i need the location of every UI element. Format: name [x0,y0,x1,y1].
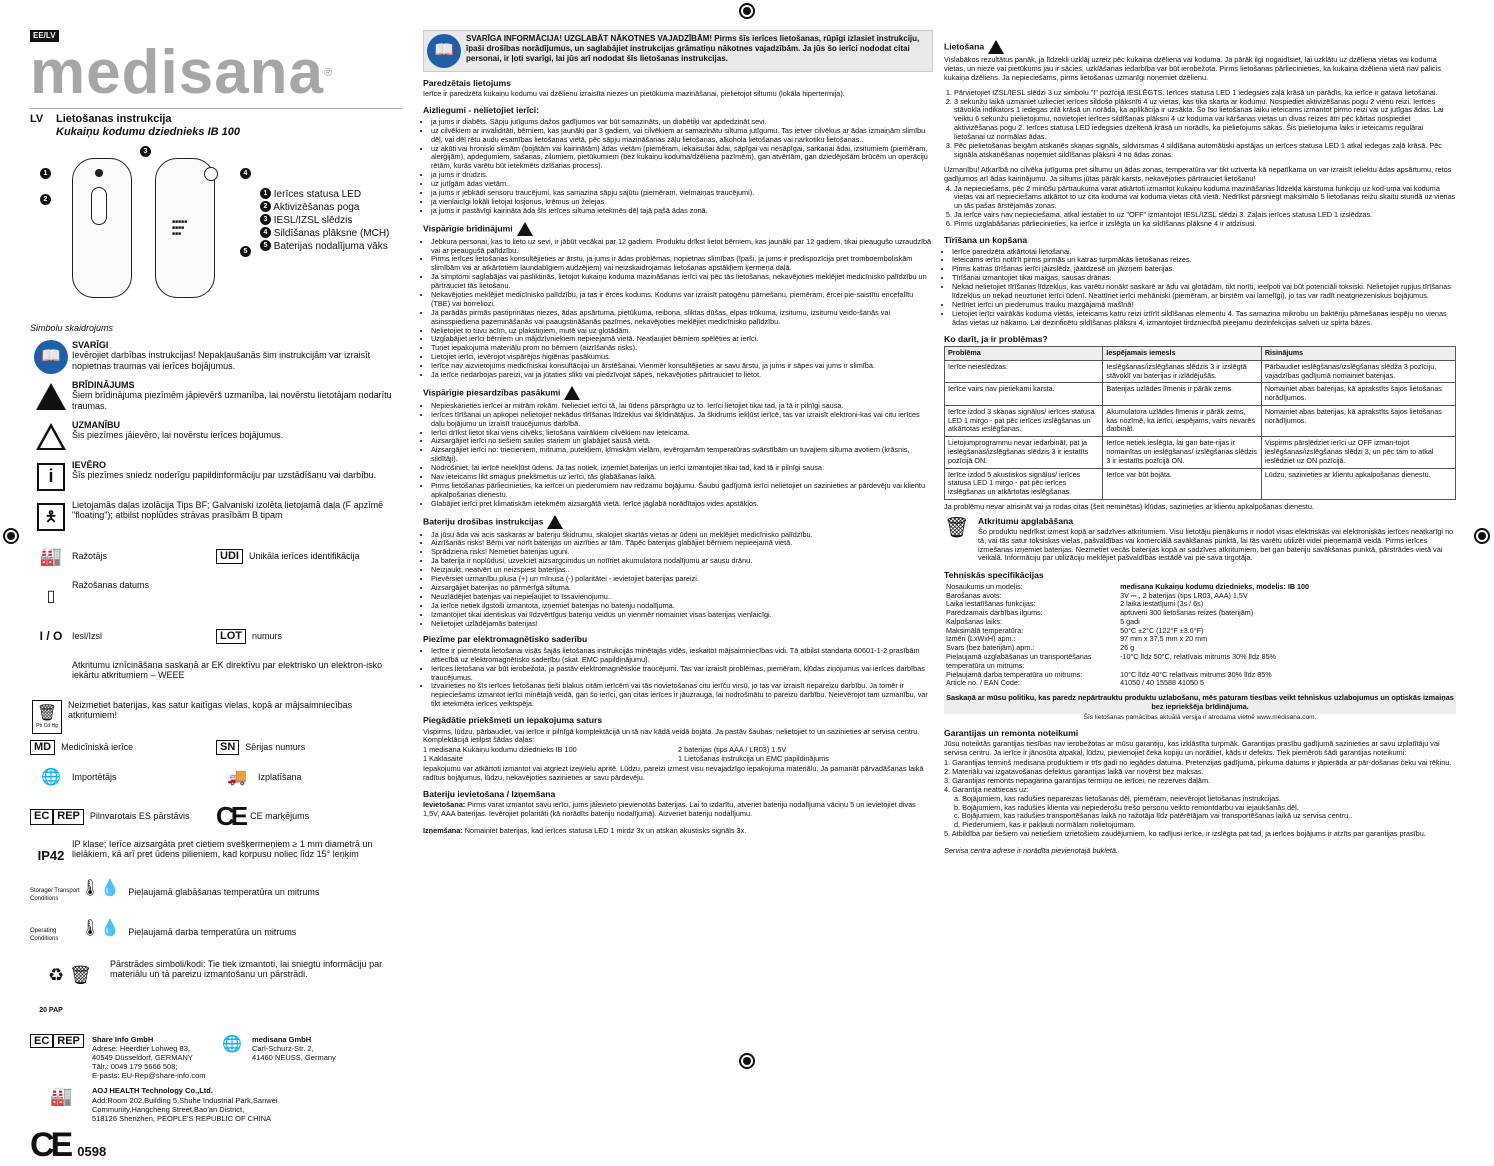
callout-1: 1 [40,168,51,179]
table-row: Ierīce vairs nav pietiekami karsta. Baterijas uzlādes līmenis ir pārāk zems. Nomainiet abas baterijas, kā aprakstīts šajos lietošanas norādījumos. [945,383,1456,406]
section-heading: Aizliegumi - nelietojiet ierīci: [423,105,540,116]
read-manual-icon: 📖 [34,340,68,374]
symbol-pap [30,995,402,1029]
symbol-ip: IP42 IP klase; Ierīce aizsargāta pret cietiem svešķermeņiem ≥ 1 mm diametrā un lielākiem, kā arī pret ūdens pilieniem, kad korpusu noliec līdz 15° leņķim [30,839,402,873]
callout-5: 5 [240,246,251,257]
table-row: Nosaukums un modelis: medisana Kukaiņu kodumu dziednieks, modelis: IB 100 [946,581,1309,591]
distributor-icon: 🚚 [227,769,247,787]
symbol-operating: Operating Conditions 🌡💧 Pieļaujamā darba temperatūra un mitrums [30,919,297,942]
section-heading: Tīrīšana un kopšana [944,235,1028,246]
cleaning-list: • Ierīce paredzēta atkārtotai lietošanai. • Ieteicams ierīci notīrīt pirms pirmās un katras turpmākās lietošanas reizes. • Pirms katras tīrīšanas ierīci jāizslēdz, jāatdzesē un jāizņem baterijas. • Tīrīšanai izmantojiet tikai maigas, sausas drānas. • Nekad nelietojiet tīrīšanas līdzekļus, kas varētu nonākt saskarē ar ādu vai glotādām, tikt norīti, ieelpoti vai būt potenciāli toksiski. Nelietojiet rupjus tīrīšanas līdzekļus un nekad neuzturiet ierīci ūdenī. Neattīriet ierīci mehāniski (piemēram, ar birstēm vai lamelīgi), jo tas var radīt neatgriezeniskus bojājumus. • Netīriet ierīci un piederumus trauku mazgājamā mašīnā! • Lietojiet ierīci vairākās koduma vietās, ieteicams katru reizi iztīrīt sildīšanas elementu 4. Tas samazina mikrobu un baktēriju pārnešanas iespēju no vienas ādas vietas uz nākamo. Lai dezinficētu sildīšanas plāksni 4, izmantojiet tirdzniecībā pieejamu dezinfekcijas salveti uz spirta bāzes. [944,248,1456,328]
company-aoj: 🏭 AOJ HEALTH Technology Co.,Ltd. Add:Room 202,Building 5,Shuhe Industrial Park,Sanwei Community,Hangcheng Street,Bao'an District, 518126 Shenzhen, PEOPLE'S REPUBLIC OF CHINA [30,1086,402,1123]
registration-mark-right [1474,528,1490,544]
service-note: Servisa centra adrese ir norādīta pievienotajā bukletā. [944,846,1119,856]
rep-icon: REP [53,809,84,824]
warning-triangle-icon [547,515,563,529]
language-tag: EE/LV [30,30,59,42]
ec-icon: EC [30,1034,53,1048]
section-heading: Tehniskās specifikācijas [944,570,1044,581]
power-io-icon: I / O [39,629,63,644]
bf-applied-part-icon: 🯅 [37,503,65,531]
section-heading: Lietošana [944,40,1456,54]
section-heading: Paredzētais lietojums [423,78,511,88]
spec-table [944,583,1456,688]
legend-item: 5 Baterijas nodalījuma vāks [260,240,389,253]
column-3: Lietošana Vislabākos rezultātus panāk, ja līdzekli uzklāj uzreiz pēc kukaiņa dzēliena vai koduma. Ja pārāk ilgi nogaidīsiet, lai uzklātu uz dzēliena vietas vai koduma vietas, un nieze vai pietūkums jau ir sācies, uzklāšanas iedarbība var būt ierobežota. Pirms lietošanas pārliecinieties, ka kukaiņa dzēliena vietā nav palicis kukaiņa dzēliens. Ja nepieciešams, pirms lietošanas uzmanīgi noņemiet dzēlienu. 1. Pārvietojiet IZSL/IESL slēdzi 3 uz simbolu "I" pozīcijā IESLĒGTS. Ierīces statusa LED 1 iedegsies zaļā krāsā un parādīs, ka ierīce ir gatava lietošanai. 2. 3 sekunžu laikā uzmaniet uzlieciet ierīces sildošo plāksnīti 4 uz vietas, kas tika skarta ar kodumu. Nospiediet aktivizēšanas pogu 2 vienu reizi. Ierīces stāvokļa indikators 1 iedegas zilā krāsā un norāda, ka aplikācija ir uzsākta. Šo īso lietošanas laiku ieteicams izmantot pirmo reizi vai uz jutīgas ādas. Lai veiktu 6 sekunžu pielietojumu, novietojiet ierīces sildīšanas plāksni 4 uz koduma vai kāršanas vietas un divas reizes ātri pēc kārtas nospiediet aktivizēšanas pogu 2. Ierīces statusa LED iedegsies dzeltenā krāsā un norādīs, ka pielietojums sākas. Šis pielietojuma laiks ir ieteicams regulārai lietošanai uz normālas ādas. 3. Pēc pielietošanas beigām atskanēs skaņas signāls, sildvirsmas 4 sildīšana automātiski apstājas un ierīces statusa LED 1 atkal iedegas zaļā krāsā. Pēc signāla atskanēšanas noņemiet sildīšanas plāksni 4 no ādas zonas. Uzmanību! Atkarībā no cilvēka jutīguma pret siltumu un ādas zonas, temperatūra var tikt uztverta kā nepatīkama un var izraisīt ieliektu ādas apsārtumu, retos gadījumos arī ādas kairinājumu. Ja siltums jūtas pārāk karsts, nekavējoties pārtrauciet lietošanu! 4. Ja nepieciešams, pēc 2 minūšu pārtraukuma varat atkārtoti izmantot kukaiņu koduma mazināšanas līdzekļa karstuma funkciju uz kod-uma vai koduma vietas vai arī nepieciešams atkārtot to uz cita koduma vai koduma vietas citā vietā. Nedrīkst pārsniegt maksimālo 5 lietošanas reižu skaitu stundā uz vienas un tās pašas ārstējamās zonas. 5. Ja ierīce vairs nav nepieciešama, atkal iestatiet to uz "OFF" izmantojot IESL/IZSL slēdzi 3. Zaļais ierīces statusa LED 1 izslēdzas. 6. Pirms uzglabāšanas pārliecinieties, ka ierīce ir izslēgta un ka sildīšanas plāksne 4 ir atdzisusi. Tīrīšana un kopšana • Ierīce paredzēta atkārtotai lietošanai. • Ieteicams ierīci notīrīt pirms pirmās un katras turpmākās lietošanas reizes. • Pirms katras tīrīšanas ierīci jāizslēdz, jāatdzesē un jāizņem baterijas. • Tīrīšanai izmantojiet tikai maigas, sausas drānas. • Nekad nelietojiet tīrīšanas līdzekļus, kas varētu nonākt saskarē ar ādu vai glotādām, tikt norīti, ieelpoti vai būt potenciāli toksiski. Nelietojiet rupjus tīrīšanas līdzekļus un nekad neuzturiet ierīci ūdenī. Neattīriet ierīci mehāniski (piemēram, ar birstēm vai lamelīgi), jo tas var radīt neatgriezeniskus bojājumus. • Netīriet ierīci un piederumus trauku mazgājamā mašīnā! • Lietojiet ierīci vairākās koduma vietās, ieteicams katru reizi iztīrīt sildīšanas elementu 4. Tas samazina mikrobu un baktēriju pārnešanas iespēju no vienas ādas vietas uz nākamo. Lai dezinficētu sildīšanas plāksni 4, izmantojiet tirdzniecībā pieejamu dezinfekcijas salveti uz spirta bāzes. Ko darīt, ja ir problēmas? Problēma Iespējamais iemesls Risinājums Ierīce neieslēdzas. Ieslēgšanas/izslēgšanas slēdzis 3 ir izslēgtā stāvoklī vai baterijas ir izlādējušās. Pārbaudiet ieslēgšanas/izslēgšanas slēdža 3 pozīciju, vajadzības gadījumā nomainiet baterijas. Ierīce vairs nav pietiekami karsta. Baterijas uzlādes līmenis ir pārāk zems. Nomainiet abas baterijas, kā aprakstīts šajos lietošanas norādījumos. Ierīce izdod 3 skaņas signālus/ ierīces statusa LED 1 mirgo - pat pēc ierīces izslēgšanas un atkārtotas ieslēgšanas. Akumulatora uzlādes līmenis ir pārāk zems, kas nozīmē, ka ierīci, iespējams, vairs nevarēs darbināt. Nomainiet abas baterijas, kā aprakstīts šajos lietošanas norādījumos. Lietojumprogrammu nevar iedarbināt, pat ja ieslēgšanas/izslēgšanas slēdzis 3 ir iestatīts pozīcijā ON. Ierīce netiek ieslēgta, lai gan bate-rijas ir nomainītas un ieslēgšanas/ izslēgšanas slēdzis 3 ir iestatīts pozīcijā ON. Vispirms pārslēdziet ierīci uz OFF izman-tojot ieslēgšanas/izslēgšanas slēdzi 3, un pēc tam to atkal ieslēdziet uz ON pozīcijā. Ierīce izdod 5 akustiskos signālus/ ierīces statusa LED 1 mirgo - pat pēc ierīces izslēgšanas un atkārtotas ieslēgšanas. Ierīce var būt bojāta. Lūdzu, sazinieties ar klientu apkalpošanas dienestu. Ja problēmu nevar atrisināt vai ja rodas citas (šeit neminētas) kļūdas, sazinieties ar klientu apkalpošanas dienestu. 🗑 Atkritumu apglabāšana Šo produktu nedrīkst izmest kopā ar sadzīves atkritumiem. Visu lietotāju pienākums ir nodot visas elektriskās vai elektroniskās ierīces neatkarīgi no tā, vai tās satur toksiskas vielas, pašvaldības vai komerciālā savākšanas punktā, lai tās varētu utilizēt videi pieņemamā veidā. Pirms ierīces izmešanas izņemiet baterijas. Nezmetiet vecās baterijas kopā ar sadzīves atkritumiem, bet gan bateriju savākšanas punktā, pārstrādes vietā vai veikalā. Informāciju par utilizāciju meklējiet pašvaldības iestādē vai pie sava tirgotāja. Tehniskās specifikācijas Nosaukums un modelis: medisana Kukaiņu kodumu dziednieks, modelis: IB 100 Barošanas avots: 3V ⎓ , 2 baterijas (tips LR03, AAA) 1,5V Laika iestatīšanas funkcijas: 2 laika iestatījumi (3s / 6s) Paredzamais darbības ilgums: aptuveni 300 lietošanas reizes (baterijām) Kalpošanas laiks: 5 gadi Maksimālā temperatūra: 50°C ±2°C (122°F ±3.6°F) Izmēri (LxWxH) apm.: 97 mm x 37,5 mm x 20 mm Svars (bez baterijām) apm.: 26 g Pieļaujamā uzglabāšanas un transportēšanas temperatūra un mitrums: -10°C līdz 50°C, relatīvais mitrums 30% līdz 85% Pieļaujamā darba temperatūra un mitrums: 10°C līdz 40°C relatīvais mitrums 30% līdz 85% Article no. / EAN Code: 41050 / 40 15588 41050 5 Saskaņā ar mūsu politiku, kas paredz nepārtrauktu produktu uzlabošanu, mēs paturam tiesības veikt tehniskus uzlabojumus un optiskās izmaiņas bez iepriekšēja brīdinājuma. Šīs lietošanas pamācības aktuālā versija ir atrodama vietnē www.medisana.com. Garantijas un remonta noteikumi Jūsu noteiktās garantijas tiesības nav ierobežotas ar mūsu garantiju, kas izklāstīta turpmāk. Garantijas prasību gadījumā sazinieties ar savu izplatītāju vai servisa centru. Ja ierīce ir jānosūta atpakaļ, lūdzu, pievienojiet čeka kopiju un norādiet, kāds ir defekts. Tiek piemēroti šādi garantijas noteikumi: 1. Garantijas termiņš medisana produktiem ir trīs gadi no iegādes datuma. Pretenzijas gadījumā, pirkuma datums ir jāpierāda ar pār-došanas čeku vai rēķinu. 2. Materiālu vai izgatavošanas defektus garantijas laikā var novērst bez maksas. 3. Garantijas remonts nepagarina garantijas termiņu ne ierīcei, ne rezerves daļām. 4. Garantija neattiecas uz: a. Bojājumiem, kas radušies nepareizas lietošanas dēļ, piemēram, neievērojot lietošanas instrukcijas. b. Bojājumiem, kas radušies klienta vai nepiederošu trešo personu veikto remontdarbu vai iejaukšanās dēļ. c. Bojājumiem, kas radušies transportēšanas laikā no ražotāja līdz patērētājam vai transportēšanas laikā uz servisa centru.. d. Piederumiem, kas ir pakļauti normālam nolietojumam. 5. Atbildība par tiešiem vai netiešiem izrietošiem zaudējumiem, ko radījusi ierīce, ir izslēgta pat tad, ja ierīces bojājums ir atzīts par garantijas prasību. Servisa centra adrese ir norādīta pievienotajā bukletā. [944,30,1456,1060]
md-icon: MD [30,740,55,755]
caution-triangle-icon [36,423,66,450]
section-heading: Piegādātie priekšmeti un iepakojuma saturs [423,715,603,726]
symbol-row-md: MD Medicīniskā ierīce SN Sērijas numurs [30,740,402,755]
table-row: Ierīce izdod 3 skaņas signālus/ ierīces statusa LED 1 mirgo - pat pēc ierīces izslēgšanas un atkārtotas ieslēgšanas. Akumulatora uzlādes līmenis ir pārāk zems, kas nozīmē, ka ierīci, iespējams, vairs nevarēs darbināt. Nomainiet abas baterijas, kā aprakstīts šajos lietošanas norādījumos. [945,405,1456,436]
column-1 [30,30,402,1164]
legend-item: 4 Sildīšanas plāksne (MCH) [260,227,389,240]
table-row: Lietojumprogrammu nevar iedarbināt, pat ja ieslēgšanas/izslēgšanas slēdzis 3 ir iestatīts pozīcijā ON. Ierīce netiek ieslēgta, lai gan bate-rijas ir nomainītas un ieslēgšanas/ izslēgšanas slēdzis 3 ir iestatīts pozīcijā ON. Vispirms pārslēdziet ierīci uz OFF izman-tojot ieslēgšanas/izslēgšanas slēdzi 3, un pēc tam to atkal ieslēdziet uz ON pozīcijā. [945,437,1456,468]
symbol-row-manufacturer: 🏭 Ražotājs UDI Unikāla ierīces identifikācija [30,540,402,574]
table-row: Pieļaujamā darba temperatūra un mitrums: 10°C līdz 40°C relatīvais mitrums 30% līdz 85% [946,669,1272,679]
use-steps: 1. Pārvietojiet IZSL/IESL slēdzi 3 uz simbolu "I" pozīcijā IESLĒGTS. Ierīces statusa LED 1 iedegsies zaļā krāsā un parādīs, ka ierīce ir gatava lietošanai. 2. 3 sekunžu laikā uzmaniet uzlieciet ierīces sildošo plāksnīti 4 uz vietas, kas tika skarta ar kodumu. Nospiediet aktivizēšanas pogu 2 vienu reizi. Ierīces stāvokļa indikators 1 iedegas zilā krāsā un norāda, ka aplikācija ir uzsākta. Šo īso lietošanas laiku ieteicams izmantot pirmo reizi vai uz jutīgas ādas. Lai veiktu 6 sekunžu pielietojumu, novietojiet ierīces sildīšanas plāksni 4 uz koduma vai kāršanas vietas un divas reizes ātri pēc kārtas nospiediet aktivizēšanas pogu 2. Ierīces statusa LED iedegsies dzeltenā krāsā un norādīs, ka pielietojums sākas. Šis pielietojuma laiks ir ieteicams regulārai lietošanai uz normālas ādas. 3. Pēc pielietošanas beigām atskanēs skaņas signāls, sildvirsmas 4 sildīšana automātiski apstājas un ierīces statusa LED 1 atkal iedegas zaļā krāsā. Pēc signāla atskanēšanas noņemiet sildīšanas plāksni 4 no ādas zonas. [944,89,1456,160]
symbol-row-io: I / O Iesl/Izsl LOT numurs [30,620,402,654]
warning-triangle-icon [988,40,1004,54]
symbol-bf: 🯅 Lietojamās daļas izolācija Tips BF; Galvaniski izolēta lietojamā daļa (F apzīmē "floating"); atbilst noplūdes strāvas prasībām B tipam [30,500,402,534]
factory-icon: 🏭 [50,1086,73,1107]
page-subtitle: Kukaiņu kodumu dziednieks IB 100 [56,126,240,139]
section-heading: Bateriju drošības instrukcijas [423,515,933,529]
info-icon: i [37,463,65,491]
legend-item: 1 Ierīces statusa LED [260,188,389,201]
ce-mark-block [30,1125,402,1166]
registration-mark-left [3,528,19,544]
important-banner: 📖 SVARĪGA INFORMĀCIJA! UZGLABĀT NĀKOTNES VAJADZĪBĀM! Pirms šīs ierīces lietošanas, rūpīgi izlasiet instrukciju, īpaši drošības norādījumus, un saglabājiet instrukcijas grāmatiņu nākotnes vajadzībām. Ja jūs šo ierīci nododat citai personai, ir ļoti svarīgi, lai jūs arī nododat šīs lietošanas instrukcijas. [423,30,933,72]
emc-list: • Ierīce ir piemērota lietošanai visās šajās lietošanas instrukcijās minētajās vidēs, ieskaitot mājsaimniecības vidi. Tā atbilst standarta 60601-1-2 prasībām attiecībā uz elektromagnētisko saderību (skat. EMC papildinājumu). • Ierīces lietošana var būt ierobežota, ja pastāv elektromagnētiskie traucējumi. Tas var izraisīt problēmas, piemēram, kļūdas ziņojumus vai ierīces darbības traucējumus. • Izvairieties no šīs ierīces lietošanas tieši blakus citām ierīcēm vai tās novietošanas citu ierīču virsū, jo tas var izraisīt nepareizu darbību. Ja tomēr ir nepieciešams izmantot ierīci minētajā veidā, gan šo ierīci, gan citas ierīces ir jāuzrauga, lai nodrošinātu to pareizu darbību. Neievērojot tam uzmanību, var tikt ietekmēta ierīces veiktspēja. [423,647,933,709]
symbol-mfg-date: ▯ Ražošanas datums [30,580,402,614]
table-row: Ierīce neieslēdzas. Ieslēgšanas/izslēgšanas slēdzis 3 ir izslēgtā stāvoklī vai baterijas ir izlādējušās. Pārbaudiet ieslēgšanas/izslēgšanas slēdža 3 pozīciju, vajadzības gadījumā nomainiet baterijas. [945,360,1456,383]
callout-3: 3 [140,146,151,157]
caution-triangle-icon [564,386,580,400]
policy-small: Šīs lietošanas pamācības aktuālā versija ir atrodama vietnē www.medisana.com. [1083,713,1317,721]
ce-icon: CE [30,1125,70,1164]
symbol-row-ec: EC REP Pilnvarotais ES pārstāvis CE CE marķējums [30,801,402,833]
callout-4: 4 [240,168,251,179]
section-heading: Garantijas un remonta noteikumi [944,727,1079,738]
mfg-date-icon: ▯ [46,587,56,605]
device-legend [260,188,389,253]
device-back: ■■■■■ ■■■■ ■■■ [155,158,215,298]
ce-icon: CE [216,800,245,831]
table-row: Ierīce izdod 5 akustiskos signālus/ ierīces statusa LED 1 mirgo - pat pēc ierīces izslēgšanas un atkārtotas ieslēgšanas. Ierīce var būt bojāta. Lūdzu, sazinieties ar klientu apkalpošanas dienestu. [945,468,1456,499]
table-row: Svars (bez baterijām) apm.: 26 g [946,643,1135,653]
warning-triangle-icon [517,222,533,236]
callout-2: 2 [40,194,51,205]
section-heading: Bateriju ievietošana / Izņemšana [423,788,556,799]
notified-body-number: 0598 [77,1143,107,1159]
battery-safety-list: • Ja jūsu āda vai acis saskaras ar bateriju šķidrumu, skalojiet skartās vietas ar ūdeni un meklējiet medicīnisko palīdzību. • Aizrīšanās risks! Bērni var norīt baterijas un aizrīties ar tām. Tāpēc baterijas glabājiet bērniem nepieejamā vietā. • Sprādziena risks! Nemetiet baterijas uguni. • Ja baterija ir noplūdusi, uzvelciet aizsargcimdus un notīriet akumulatora nodalījumu ar sausu drānu. • Neizjaukt, neatvērt un neizspiest baterijas.. • Pievērsiet uzmanību plusa (+) un mīnusa (-) polaritātei - ievietojiet baterijas pareizi. • Aizsargājiet baterijas no pārmērīgā siltuma. • Neuzlādējiet baterijas vai nepieļaujiet to īssavienojumu.. • Ja ierīce netiek ilgstoši izmantota, izņemiet baterijas no bateriju nodalījuma. • Izmantojiet tikai identiskus vai līdzvērtīgus bateriju veidus un vienmēr nomainiet visas baterijas vienlaicīgi. • Nelietojiet uzlādējamās baterijas! [423,531,933,629]
general-warnings-list: • Jebkura personai, kas to lieto uz sevi, ir jābūt vecākai par 12 gadiem. Produktu drīkst lietot bērniem, kas jaunāki par 12 gadiem, tikai pieaugušo uzraudzībā vai ar pieaugušā palīdzību. • Pirms ierīces lietošanas konsultējieties ar ārstu, ja jums ir ādas problēmas, nopietnas slimības (īpaši, ja jums ir predispozīcija pret tromboemboliskām slimībām vai ar atkārtotiem ļaundabīgiem audzējiem) vai neizskaidrojamas lietošanas apstākļiem ķermeņa daļā. • Ja simptomi saglabājas vai pasliktinās, lietojot kukaiņu koduma mazināšanas ierīci vai pēc tās lietošanas, nekavējoties meklējiet medicīnisko palīdzību un pārtrauciet tās lietošanu. • Nekavējoties meklējiet medicīnisko palīdzību, ja tas ir ērces kodums. Kodums var izraisīt patogēnu pārnešanu, piemēram, ērcei pie-saistītu encefalītu (TBE) vai borreliozi. • Ja parādās pirmās pastiprinātas niezes, ādas apsārtuma, pietūkuma, reiboņa, sliktas dūšas, elpas trūkuma, izsitumu, izsitumu veido-šanās vai asinsspiediena pazemināšanās vai paaugstināšanās pazīmes, nekavējoties meklējiet medicīnisko palīdzību. • Nelietojiet to tuvu acīm, uz plakstiņiem, mutē vai uz glotādām. • Uzglabājiet ierīci bērniem un mājdzīvniekiem nepieejamā vietā. Neatļaujiet bērniem spēlēties ar ierīci. • Turiet iepakojuma materiālu prom no bērniem (aizrīšanās risks). • Lietojiet ierīci, ievērojot vispārējos higiēnas pasākumus. • Ierīce nav aizvietojums medicīniskai konsultācijai un ārstēšanai. Vienmēr konsultējieties ar savu ārstu, ja jums ir sāpes vai jums ir slimība. • Ja ierīce nedarbojas pareizi, vai ja jūtaties slikti vai piedzīvojat sāpes, nekavējoties pārtrauciet to lietot. [423,238,933,380]
device-illustration [30,146,402,321]
delivery-items: 1 medisana Kukaiņu kodumu dziednieks IB 100 2 baterijas (tips AAA / LR03) 1.5V 1 Kaklasaite 1 Lietošanas instrukcija un EMC papildinājums [423,745,829,764]
section-heading: Ko darīt, ja ir problēmas? [944,333,1048,344]
registration-mark-top [739,3,755,19]
symbols-heading: Simbolu skaidrojums [30,322,114,333]
thermometer-humidity-icon: 🌡💧 [80,879,121,897]
symbol-caution: UZMANĪBU Šis piezīmes jāievēro, lai novērstu ierīces bojājumus. [30,420,402,454]
udi-icon: UDI [216,549,243,564]
crossed-bin-icon: 🗑 [944,516,970,539]
disposal-section: 🗑 Atkritumu apglabāšana Šo produktu nedrīkst izmest kopā ar sadzīves atkritumiem. Visu lietotāju pienākums ir nodot visas elektriskās vai elektroniskās ierīces neatkarīgi no tā, vai tās satur toksiskas vielas, pašvaldības vai komerciālā savākšanas punktā, lai tās varētu utilizēt videi pieņemamā veidā. Pirms ierīces izmešanas izņemiet baterijas. Nezmetiet vecās baterijas kopā ar sadzīves atkritumiem, bet gan bateriju savākšanas punktā, pārstrādes vietā vai veikalā. Informāciju par utilizāciju meklējiet pašvaldības iestādē vai pie sava tirgotāja. [944,515,1454,563]
table-row: Kalpošanas laiks: 5 gadi [946,616,1140,626]
precautions-list: • Nepieskarieties ierīcei ar mitrām rokām. Nelieciet ierīci tā, lai ūdens pārsprāgtu uz to. Ierīci lietojiet tikai tad, ja tā ir pilnīgi sausa. • Ierīces tīrīšanai un apkopei nelietojiet nekādus tīrīšanas līdzekļus vai šķīdinātājus. Ja škidrums iekļūst ierīcē, tas var izraisīt elektroni-kas vai citu ierīces daļu bojājumu un izraisīt traucējumus darbībā. • Ierīci drīkst lietot tikai viens cilvēks; lietošana vairākiem cilvēkiem nav ieteicama. • Aizsargājiet ierīci no tiešiem saules stariem un glabājiet sausā vietā. • Aizsargājiet ierīci no: triecieniem, mitruma, putekļiem, ķīmiskām vielām, ievērojamām temperatūras svārstībām un tuvajiem siltuma avotiem (krāsnis, sildītāji). • Nodrošiniet, lai ierīcē neiekļūst ūdens. Ja tas notiek, izņemiet baterijas un ierīci izmantojiet tikai tad, kad tā ir pilnīgi sausa. • Nav ieteicams likt smagus priekšmetus uz ierīci, tās glabāšanas laikā. • Pirms lietošanas pārliecinieties, ka ierīcei un piederumiem nav redzamu bojājumu. Šaubu gadījumā ierīci nelietojiet un sazinieties ar pārdevēju vai klientu apkalpošanas dienestu. • Glabājiet ierīci pret klimatiskām ietekmēm aizsargātā vietā. Ierīce jāglabā norādītajos vides apstākļos. [423,402,933,509]
symbol-important: 📖 SVARĪGI Ievērojiet darbības instrukcijas! Nepakļaušanās šim instrukcijām var izraisīt nopietnas traumas vai ierīces bojājumus. [30,340,402,374]
factory-icon: 🏭 [39,545,63,566]
table-row: Pieļaujamā uzglabāšanas un transportēšanas temperatūra un mitrums: -10°C līdz 50°C, relatīvais mitrums 30% līdz 85% [946,652,1277,670]
importer-icon: 🌐 [41,769,61,787]
symbol-weee: Atkritumu iznīcināšana saskaņā ar EK direktīvu par elektrisko un elektron-isko iekārtu atkritumiem – WEEE [72,659,383,681]
importer-icon: 🌐 [222,1035,242,1053]
table-row: Article no. / EAN Code: 41050 / 40 15588 41050 5 [946,678,1205,688]
legend-item: 2 Aktivizēšanas poga [260,201,389,214]
section-heading: Vispārīgie brīdinājumi [423,222,933,236]
symbol-warning: BRĪDINĀJUMS Šiem brīdinājuma piezīmēm jāpievērš uzmanība, lai novērstu lietotājam nodarītu traumas. [30,380,402,414]
thermometer-humidity-icon: 🌡💧 [80,919,121,937]
table-row: Izmēri (LxWxH) apm.: 97 mm x 37,5 mm x 20 mm [946,634,1208,644]
rep-icon: REP [53,1034,84,1048]
crossed-bin-icon: 🗑 Pb Cd Hg [32,700,62,734]
pap-recycle-icon: 20 PAP [39,1007,63,1015]
company-share-info: EC REP Share Info GmbH Adrese: Heerdter Lohweg 83, 40549 Düsseldorf, GERMANY Tālr.: 0049 179 5666 508; E-pasts: EU-Rep@share-info.com 🌐 medisana GmbH Carl-Schurz-Str. 2, 41460 NEUSS, Germany [30,1035,402,1081]
read-manual-icon: 📖 [427,34,461,68]
table-row: Laika iestatīšanas funkcijas: 2 laika iestatījumi (3s / 6s) [946,599,1204,609]
table-row: Barošanas avots: 3V ⎓ , 2 baterijas (tips LR03, AAA) 1,5V [946,590,1248,600]
section-heading: Vispārīgie piesardzības pasākumi [423,386,933,400]
symbol-row-importer: 🌐 Importētājs 🚚 Izplatīšana [30,761,402,795]
legend-item: 3 IESL/IZSL slēdzis [260,214,389,227]
symbol-recycle: ♻ 🗑 Pārstrādes simboli/kodi: Tie tiek izmantoti, lai sniegtu informāciju par materiālu un tā pareizu izmantošanu un pārstrādi. [30,959,402,993]
table-row: Maksimālā temperatūra: 50°C ±2°C (122°F ±3.6°F) [946,625,1204,635]
use-steps-continued: 4. Ja nepieciešams, pēc 2 minūšu pārtraukuma varat atkārtoti izmantot kukaiņu koduma mazināšanas līdzekļa karstuma funkciju uz kod-uma vai koduma vietas vai arī nepieciešams atkārtot to uz cita koduma vai koduma vietas citā vietā. Nedrīkst pārsniegt maksimālo 5 lietošanas reižu skaitu stundā uz vienas un tās pašas ārstējamās zonas. 5. Ja ierīce vairs nav nepieciešama, atkal iestatiet to uz "OFF" izmantojot IESL/IZSL slēdzi 3. Zaļais ierīces statusa LED 1 izslēdzas. 6. Pirms uzglabāšanas pārliecinieties, ka ierīce ir izslēgta un ka sildīšanas plāksne 4 ir atdzisusi. [944,185,1456,229]
contraindications-list: • ja jums ir diabēts. Sāpju jutīgums dažos gadījumos var būt samazināts, un diabētiķi var apdedzināt sevi. • uz cilvēkiem ar invaliditāti, bērniem, kas jaunāki par 3 gadiem, vai cilvēkiem ar samazinātu siltuma jutīgumu. Tas ietver cilvēkus ar ādas izmaiņām slimību dēļ, vai dēļ rētu audu esamības lietošanas vietā, pēc sāpju mazināšanas zāļu lietošanas, alkohola lietošanas vai narkotiku lietošanas.. • uz akūti vai hroniski slimām (bojātām vai kairinātām) ādas vietām (piemēram, iekaisušai ādai, sāpīgai vai nesāpīgai, sarkanai ādai, izsitumiem (piemēram, alerģijām), apdegumiem, sašanas, zilumiem, pietūkumiem (bez kukaiņu koduma/dzēliena pazīmēm), gan atvērtām, gan dziedējošām brūcēm un operāciju rētām, kurās varētu būt ietekmēts dzīšanas process). • ja jums ir drudzis. • uz jutīgām ādas vietām.. • ja jums ir jebkādi sensoru traucējumi, kas samazina sāpju sajūtu (piemēram, vielmaiņas traucējumi). • ja vienlaicīgi lokāli lietojat losjonus, krēmus un želejas. • ja jums ir pastāvīgi kairināta āda šīs ierīces siltuma ietekmēs dēļ tajā pašā ādas zonā. [423,118,933,216]
sn-icon: SN [216,740,239,755]
warning-triangle-icon [36,383,66,410]
symbol-battery: 🗑 Pb Cd Hg Neizmetiet baterijas, kas satur kaitīgas vielas, kopā ar mājsaimniecības atkritumiem! [30,700,402,734]
column-2: 📖 SVARĪGA INFORMĀCIJA! UZGLABĀT NĀKOTNES VAJADZĪBĀM! Pirms šīs ierīces lietošanas, rūpīgi izlasiet instrukciju, īpaši drošības norādījumus, un saglabājiet instrukcijas grāmatiņu nākotnes vajadzībām. Ja jūs šo ierīci nododat citai personai, ir ļoti svarīgi, lai jūs arī nododat šīs lietošanas instrukcijas. Paredzētais lietojums Ierīce ir paredzēta kukaiņu kodumu vai dzēlienu izraisīta niezes un pietūkuma mazināšanai, pielietojot siltumu (lokāla hipertermija). Aizliegumi - nelietojiet ierīci: • ja jums ir diabēts. Sāpju jutīgums dažos gadījumos var būt samazināts, un diabētiķi var apdedzināt sevi. • uz cilvēkiem ar invaliditāti, bērniem, kas jaunāki par 3 gadiem, vai cilvēkiem ar samazinātu siltuma jutīgumu. Tas ietver cilvēkus ar ādas izmaiņām slimību dēļ, vai dēļ rētu audu esamības lietošanas vietā, pēc sāpju mazināšanas zāļu lietošanas, alkohola lietošanas vai narkotiku lietošanas.. • uz akūti vai hroniski slimām (bojātām vai kairinātām) ādas vietām (piemēram, iekaisušai ādai, sāpīgai vai nesāpīgai, sarkanai ādai, izsitumiem (piemēram, alerģijām), apdegumiem, sašanas, zilumiem, pietūkumiem (bez kukaiņu koduma/dzēliena pazīmēm), gan atvērtām, gan dziedējošām brūcēm un operāciju rētām, kurās varētu būt ietekmēts dzīšanas process). • ja jums ir drudzis. • uz jutīgām ādas vietām.. • ja jums ir jebkādi sensoru traucējumi, kas samazina sāpju sajūtu (piemēram, vielmaiņas traucējumi). • ja vienlaicīgi lokāli lietojat losjonus, krēmus un želejas. • ja jums ir pastāvīgi kairināta āda šīs ierīces siltuma ietekmēs dēļ tajā pašā ādas zonā. Vispārīgie brīdinājumi • Jebkura personai, kas to lieto uz sevi, ir jābūt vecākai par 12 gadiem. Produktu drīkst lietot bērniem, kas jaunāki par 12 gadiem, tikai pieaugušo uzraudzībā vai ar pieaugušā palīdzību. • Pirms ierīces lietošanas konsultējieties ar ārstu, ja jums ir ādas problēmas, nopietnas slimības (īpaši, ja jums ir predispozīcija pret tromboemboliskām slimībām vai ar atkārtotiem ļaundabīgiem audzējiem) vai neizskaidrojamas lietošanas apstākļiem ķermeņa daļā. • Ja simptomi saglabājas vai pasliktinās, lietojot kukaiņu koduma mazināšanas ierīci vai pēc tās lietošanas, nekavējoties meklējiet medicīnisko palīdzību un pārtrauciet tās lietošanu. • Nekavējoties meklējiet medicīnisko palīdzību, ja tas ir ērces kodums. Kodums var izraisīt patogēnu pārnešanu, piemēram, ērcei pie-saistītu encefalītu (TBE) vai borreliozi. • Ja parādās pirmās pastiprinātas niezes, ādas apsārtuma, pietūkuma, reiboņa, sliktas dūšas, elpas trūkuma, izsitumu, izsitumu veido-šanās vai asinsspiediena pazemināšanās vai paaugstināšanās pazīmes, nekavējoties meklējiet medicīnisko palīdzību. • Nelietojiet to tuvu acīm, uz plakstiņiem, mutē vai uz glotādām. • Uzglabājiet ierīci bērniem un mājdzīvniekiem nepieejamā vietā. Neatļaujiet bērniem spēlēties ar ierīci. • Turiet iepakojuma materiālu prom no bērniem (aizrīšanās risks). • Lietojiet ierīci, ievērojot vispārējos higiēnas pasākumus. • Ierīce nav aizvietojums medicīniskai konsultācijai un ārstēšanai. Vienmēr konsultējieties ar savu ārstu, ja jums ir sāpes vai jums ir slimība. • Ja ierīce nedarbojas pareizi, vai ja jūtaties slikti vai piedzīvojat sāpes, nekavējoties pārtrauciet to lietot. Vispārīgie piesardzības pasākumi • Nepieskarieties ierīcei ar mitrām rokām. Nelieciet ierīci tā, lai ūdens pārsprāgtu uz to. Ierīci lietojiet tikai tad, ja tā ir pilnīgi sausa. • Ierīces tīrīšanai un apkopei nelietojiet nekādus tīrīšanas līdzekļus vai šķīdinātājus. Ja škidrums iekļūst ierīcē, tas var izraisīt elektroni-kas vai citu ierīces daļu bojājumu un izraisīt traucējumus darbībā. • Ierīci drīkst lietot tikai viens cilvēks; lietošana vairākiem cilvēkiem nav ieteicama. • Aizsargājiet ierīci no tiešiem saules stariem un glabājiet sausā vietā. • Aizsargājiet ierīci no: triecieniem, mitruma, putekļiem, ķīmiskām vielām, ievērojamām temperatūras svārstībām un tuvajiem siltuma avotiem (krāsnis, sildītāji). • Nodrošiniet, lai ierīcē neiekļūst ūdens. Ja tas notiek, izņemiet baterijas un ierīci izmantojiet tikai tad, kad tā ir pilnīgi sausa. • Nav ieteicams likt smagus priekšmetus uz ierīci, tās glabāšanas laikā. • Pirms lietošanas pārliecinieties, ka ierīcei un piederumiem nav redzamu bojājumu. Šaubu gadījumā ierīci nelietojiet un sazinieties ar pārdevēju vai klientu apkalpošanas dienestu. • Glabājiet ierīci pret klimatiskām ietekmēm aizsargātā vietā. Ierīce jāglabā norādītajos vides apstākļos. Bateriju drošības instrukcijas • Ja jūsu āda vai acis saskaras ar bateriju šķidrumu, skalojiet skartās vietas ar ūdeni un meklējiet medicīnisko palīdzību. • Aizrīšanās risks! Bērni var norīt baterijas un aizrīties ar tām. Tāpēc baterijas glabājiet bērniem nepieejamā vietā. • Sprādziena risks! Nemetiet baterijas uguni. • Ja baterija ir noplūdusi, uzvelciet aizsargcimdus un notīriet akumulatora nodalījumu ar sausu drānu. • Neizjaukt, neatvērt un neizspiest baterijas.. • Pievērsiet uzmanību plusa (+) un mīnusa (-) polaritātei - ievietojiet baterijas pareizi. • Aizsargājiet baterijas no pārmērīgā siltuma. • Neuzlādējiet baterijas vai nepieļaujiet to īssavienojumu.. • Ja ierīce netiek ilgstoši izmantota, izņemiet baterijas no bateriju nodalījuma. • Izmantojiet tikai identiskus vai līdzvērtīgus bateriju veidus un vienmēr nomainiet visas baterijas vienlaicīgi. • Nelietojiet uzlādējamās baterijas! Piezīme par elektromagnētisko saderību • Ierīce ir piemērota lietošanai visās šajās lietošanas instrukcijās minētajās vidēs, ieskaitot mājsaimniecības vidi. Tā atbilst standarta 60601-1-2 prasībām attiecībā uz elektromagnētisko saderību (skat. EMC papildinājumu). • Ierīces lietošana var būt ierobežota, ja pastāv elektromagnētiskie traucējumi. Tas var izraisīt problēmas, piemēram, kļūdas ziņojumus vai ierīces darbības traucējumus. • Izvairieties no šīs ierīces lietošanas tieši blakus citām ierīcēm vai tās novietošanas citu ierīču virsū, jo tas var izraisīt nepareizu darbību. Ja tomēr ir nepieciešams izmantot ierīci minētajā veidā, gan šo ierīci, gan citas ierīces ir jāuzrauga, lai nodrošinātu to pareizu darbību. Neievērojot tam uzmanību, var tikt ietekmēta ierīces veiktspēja. Piegādātie priekšmeti un iepakojuma saturs Vispirms, lūdzu, pārbaudiet, vai ierīce ir pilnīgā komplektācijā un tā nav kādā veidā bojāta. Ja pastāv šaubas, nelietojiet to un sazinieties ar servisa centru. Komplektācijā ietilpst šādas daļas: 1 medisana Kukaiņu kodumu dziednieks IB 100 2 baterijas (tips AAA / LR03) 1.5V 1 Kaklasaite 1 Lietošanas instrukcija un EMC papildinājums Iepakojumu var atkārtoti izmantot vai atgriezt izejvielu apritē. Lūdzu, pareizi izmest visu nevajadzīgo iepakojuma materiālu. Ja pamanāt pārvadāšanas laikā radītus bojājumus, lūdzu, nekavējoties sazinieties ar savu pārdevēju. Bateriju ievietošana / Izņemšana Ievietošana: Pirms varat izmantot savu ierīci, jums jāievieto pievienotās baterijas. Lai to izdarītu, atveriet bateriju nodalījuma vāciņu 5 un ievietojiet divas 1,5V, AAA baterijas. Ievērojiet polaritāti (kā norādīts bateriju nodalījumā). Aizveriet bateriju nodalījumu. Izņemšana: Nomainiet baterijas, kad ierīces statusa LED 1 mirdz 3x un atskan akustisks signāls 3x. [423,30,933,1060]
brand-logo: medisana® [30,37,334,107]
policy-note: Saskaņā ar mūsu politiku, kas paredz nepārtrauktu produktu uzlabošanu, mēs paturam tiesības veikt tehniskus uzlabojumus un optiskās izmaiņas bez iepriekšēja brīdinājuma. [944,692,1456,714]
symbol-storage: Storage/ Transport Conditions 🌡💧 Pieļaujamā glabāšanas temperatūra un mitrums [30,879,320,902]
lot-icon: LOT [216,629,246,644]
troubleshooting-table: Problēma Iespējamais iemesls Risinājums Ierīce neieslēdzas. Ieslēgšanas/izslēgšanas slēdzis 3 ir izslēgtā stāvoklī vai baterijas ir izlādējušās. Pārbaudiet ieslēgšanas/izslēgšanas slēdža 3 pozīciju, vajadzības gadījumā nomainiet baterijas. Ierīce vairs nav pietiekami karsta. Baterijas uzlādes līmenis ir pārāk zems. Nomainiet abas baterijas, kā aprakstīts šajos lietošanas norādījumos. Ierīce izdod 3 skaņas signālus/ ierīces statusa LED 1 mirgo - pat pēc ierīces izslēgšanas un atkārtotas ieslēgšanas. Akumulatora uzlādes līmenis ir pārāk zems, kas nozīmē, ka ierīci, iespējams, vairs nevarēs darbināt. Nomainiet abas baterijas, kā aprakstīts šajos lietošanas norādījumos. Lietojumprogrammu nevar iedarbināt, pat ja ieslēgšanas/izslēgšanas slēdzis 3 ir iestatīts pozīcijā ON. Ierīce netiek ieslēgta, lai gan bate-rijas ir nomainītas un ieslēgšanas/ izslēgšanas slēdzis 3 ir iestatīts pozīcijā ON. Vispirms pārslēdziet ierīci uz OFF izman-tojot ieslēgšanas/izslēgšanas slēdzi 3, un pēc tam to atkal ieslēdziet uz ON pozīcijā. Ierīce izdod 5 akustiskos signālus/ ierīces statusa LED 1 mirgo - pat pēc ierīces izslēgšanas un atkārtotas ieslēgšanas. Ierīce var būt bojāta. Lūdzu, sazinieties ar klientu apkalpošanas dienestu. [944,346,1456,500]
warranty-list: 1. Garantijas termiņš medisana produktiem ir trīs gadi no iegādes datuma. Pretenzijas gadījumā, pirkuma datums ir jāpierāda ar pār-došanas čeku vai rēķinu. 2. Materiālu vai izgatavošanas defektus garantijas laikā var novērst bez maksas. 3. Garantijas remonts nepagarina garantijas termiņu ne ierīcei, ne rezerves daļām. 4. Garantija neattiecas uz: a. Bojājumiem, kas radušies nepareizas lietošanas dēļ, piemēram, neievērojot lietošanas instrukcijas. b. Bojājumiem, kas radušies klienta vai nepiederošu trešo personu veikto remontdarbu vai iejaukšanās dēļ. c. Bojājumiem, kas radušies transportēšanas laikā no ražotāja līdz patērētājam vai transportēšanas laikā uz servisa centru.. d. Piederumiem, kas ir pakļauti normālam nolietojumam. 5. Atbildība par tiešiem vai netiešiem izrietošiem zaudējumiem, ko radījusi ierīce, ir izslēgta pat tad, ja ierīces bojājums ir atzīts par garantijas prasību. [944,758,1452,839]
ip42-icon: IP42 [37,847,65,863]
device-front [72,158,132,298]
page-title: LV Lietošanas instrukcija [30,108,402,126]
recycle-icon: ♻ 🗑 [48,964,92,985]
ec-icon: EC [30,809,53,824]
symbol-note: i IEVĒRO Šīs piezīmes sniedz noderīgu papildinformāciju par uzstādīšanu vai darbību. [30,460,402,494]
section-heading: Piezīme par elektromagnētisko saderību [423,634,588,645]
table-row: Paredzamais darbības ilgums: aptuveni 300 lietošanas reizes (baterijām) [946,608,1254,618]
